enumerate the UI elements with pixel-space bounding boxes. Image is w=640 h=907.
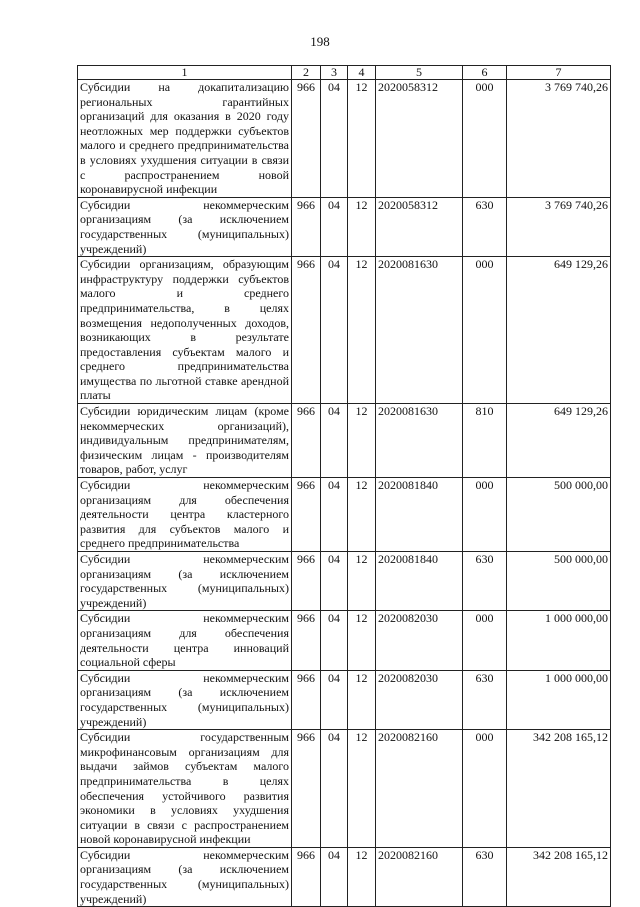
row-section: 04 [321, 730, 348, 848]
row-section: 04 [321, 611, 348, 670]
row-grbs: 966 [292, 197, 321, 256]
row-target-code: 2020058312 [376, 80, 463, 198]
row-subsection: 12 [348, 257, 376, 404]
row-grbs: 966 [292, 478, 321, 552]
row-grbs: 966 [292, 80, 321, 198]
header-col-5: 5 [376, 66, 463, 80]
row-target-code: 2020058312 [376, 197, 463, 256]
row-grbs: 966 [292, 404, 321, 478]
row-target-code: 2020082160 [376, 730, 463, 848]
row-name: Субсидии некоммерческим организациям для обеспечения деятельности центра кластерного развития для субъектов малого и среднего предпринимательства [78, 478, 292, 552]
header-col-3: 3 [321, 66, 348, 80]
table-row [78, 80, 611, 198]
row-subsection: 12 [348, 611, 376, 670]
row-name: Субсидии государственным микрофинансовым организациям для выдачи займов субъектам малого предпринимательства в целях обеспечения устойчивого развития экономики в условиях ухудшения ситуации в связи с распространением новой коронавирусной инфекции [78, 730, 292, 848]
row-subsection: 12 [348, 552, 376, 611]
table-row [78, 478, 611, 552]
row-amount: 1 000 000,00 [507, 611, 611, 670]
table-row [78, 404, 611, 478]
row-amount: 3 769 740,26 [507, 197, 611, 256]
row-expense-type: 000 [463, 257, 507, 404]
table-row [78, 730, 611, 848]
row-expense-type: 630 [463, 552, 507, 611]
table-row [78, 197, 611, 256]
table-row [78, 847, 611, 906]
row-name: Субсидии некоммерческим организациям (за исключением государственных (муниципальных) учреждений) [78, 670, 292, 729]
row-name: Субсидии некоммерческим организациям для обеспечения деятельности центра инноваций социальной сферы [78, 611, 292, 670]
row-section: 04 [321, 197, 348, 256]
row-expense-type: 000 [463, 730, 507, 848]
row-subsection: 12 [348, 670, 376, 729]
row-section: 04 [321, 552, 348, 611]
header-row [78, 66, 611, 80]
row-subsection: 12 [348, 404, 376, 478]
table-row [78, 670, 611, 729]
row-grbs: 966 [292, 611, 321, 670]
row-name: Субсидии некоммерческим организациям (за исключением государственных (муниципальных) учреждений) [78, 197, 292, 256]
row-name: Субсидии некоммерческим организациям (за исключением государственных (муниципальных) учреждений) [78, 552, 292, 611]
row-grbs: 966 [292, 847, 321, 906]
row-subsection: 12 [348, 478, 376, 552]
row-expense-type: 630 [463, 847, 507, 906]
row-amount: 342 208 165,12 [507, 730, 611, 848]
row-target-code: 2020081630 [376, 404, 463, 478]
header-col-1: 1 [78, 66, 292, 80]
row-subsection: 12 [348, 730, 376, 848]
row-expense-type: 630 [463, 670, 507, 729]
row-section: 04 [321, 404, 348, 478]
row-expense-type: 000 [463, 611, 507, 670]
row-grbs: 966 [292, 257, 321, 404]
row-amount: 500 000,00 [507, 478, 611, 552]
budget-table [77, 65, 611, 907]
row-grbs: 966 [292, 670, 321, 729]
row-target-code: 2020082160 [376, 847, 463, 906]
row-section: 04 [321, 670, 348, 729]
row-target-code: 2020082030 [376, 611, 463, 670]
header-col-7: 7 [507, 66, 611, 80]
row-expense-type: 810 [463, 404, 507, 478]
table-row [78, 257, 611, 404]
row-target-code: 2020081840 [376, 552, 463, 611]
row-expense-type: 000 [463, 80, 507, 198]
row-subsection: 12 [348, 197, 376, 256]
row-section: 04 [321, 80, 348, 198]
row-section: 04 [321, 478, 348, 552]
row-subsection: 12 [348, 847, 376, 906]
row-amount: 649 129,26 [507, 257, 611, 404]
row-subsection: 12 [348, 80, 376, 198]
row-name: Субсидии юридическим лицам (кроме некоммерческих организаций), индивидуальным предпринимателям, физическим лицам - производителям товаров, работ, услуг [78, 404, 292, 478]
row-amount: 500 000,00 [507, 552, 611, 611]
row-name: Субсидии некоммерческим организациям (за исключением государственных (муниципальных) учреждений) [78, 847, 292, 906]
row-name: Субсидии на докапитализацию региональных гарантийных организаций для оказания в 2020 году неотложных мер поддержки субъектов малого и среднего предпринимательства в условиях ухудшения ситуации в связи с распространением новой коронавирусной инфекции [78, 80, 292, 198]
table-row [78, 611, 611, 670]
row-section: 04 [321, 847, 348, 906]
row-amount: 649 129,26 [507, 404, 611, 478]
row-target-code: 2020081840 [376, 478, 463, 552]
table-row [78, 552, 611, 611]
row-grbs: 966 [292, 730, 321, 848]
row-amount: 3 769 740,26 [507, 80, 611, 198]
row-target-code: 2020082030 [376, 670, 463, 729]
row-target-code: 2020081630 [376, 257, 463, 404]
row-name: Субсидии организациям, образующим инфраструктуру поддержки субъектов малого и среднего предпринимательства, в целях возмещения недополученных доходов, возникающих в результате предоставления субъектам малого и среднего предпринимательства имущества по льготной ставке арендной платы [78, 257, 292, 404]
row-amount: 1 000 000,00 [507, 670, 611, 729]
row-amount: 342 208 165,12 [507, 847, 611, 906]
page-number: 198 [310, 34, 330, 49]
header-col-6: 6 [463, 66, 507, 80]
row-grbs: 966 [292, 552, 321, 611]
header-col-4: 4 [348, 66, 376, 80]
header-col-2: 2 [292, 66, 321, 80]
row-expense-type: 000 [463, 478, 507, 552]
row-section: 04 [321, 257, 348, 404]
row-expense-type: 630 [463, 197, 507, 256]
